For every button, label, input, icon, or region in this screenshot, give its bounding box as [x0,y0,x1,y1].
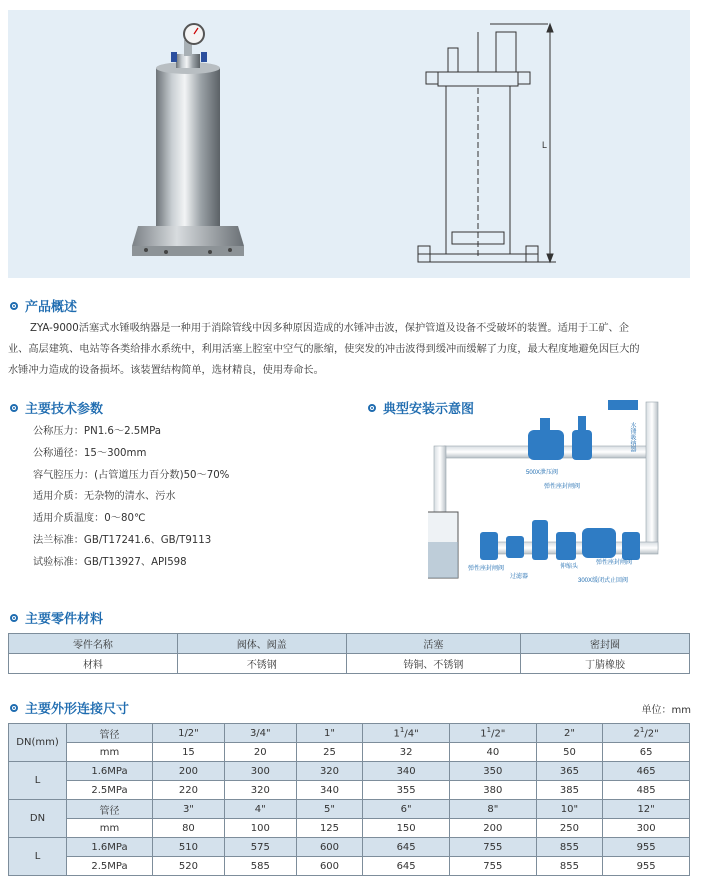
table-cell: 250 [536,819,603,838]
table-cell: 25 [296,743,363,762]
pipe-size-cell: 10" [536,800,603,819]
table-header: 阀体、阀盖 [177,634,346,654]
table-cell: 220 [153,781,225,800]
filter-label: 过滤器 [510,574,529,580]
product-hero [8,10,690,278]
dims-title: 主要外形连接尺寸 [10,698,129,717]
install-diagram [428,392,690,592]
overview-title: 产品概述 [10,296,77,315]
spec-item: 试验标准：GB/T13927、API598 [33,556,187,568]
specs-title: 主要技术参数 [10,398,103,417]
table-cell: 65 [603,743,690,762]
table-cell: 355 [363,781,450,800]
sub-label: 1.6MPa [67,838,153,857]
parts-title: 主要零件材料 [10,608,103,627]
pipe-size-cell: 8" [449,800,536,819]
pipe-size-cell: 1" [296,724,363,743]
table-cell: 200 [153,762,225,781]
table-cell: 380 [449,781,536,800]
pipe-size-cell: $1^1/2$" [449,724,536,743]
table-header: 零件名称 [9,634,178,654]
sub-label: 管径 [67,800,153,819]
sub-label: 管径 [67,724,153,743]
unit-label: 单位：mm [641,705,691,716]
gate-valve-label: 弹性座封闸阀 [544,484,581,490]
dimensions-table [8,723,690,876]
section-bullet-icon [368,404,376,412]
check-valve-label: 300X缓闭式止回阀 [578,578,629,584]
table-cell: 855 [536,857,603,876]
row-label: DN [9,800,67,838]
overview-line: ZYA-9000活塞式水锤吸纳器是一种用于消除管线中因多种原因造成的水锤冲击波，保护管道及设备不受破坏的装置。适用于工矿、企 [30,323,629,334]
table-cell: 465 [603,762,690,781]
pipe-size-cell: 1/2" [153,724,225,743]
sub-label: 2.5MPa [67,781,153,800]
table-cell: 80 [153,819,225,838]
table-header: 密封圈 [521,634,690,654]
table-row [9,762,690,781]
table-cell: 200 [449,819,536,838]
fraction-numerator: 1 [399,726,405,735]
table-cell: 645 [363,857,450,876]
row-label: L [9,762,67,800]
pipe-size-cell: 6" [363,800,450,819]
specs-list [33,421,229,574]
sub-label: 2.5MPa [67,857,153,876]
section-bullet-icon [10,404,18,412]
spec-item: 公称压力：PN1.6～2.5MPa [33,426,162,437]
table-cell: 520 [153,857,225,876]
section-bullet-icon [10,704,18,712]
parts-table [8,633,690,674]
table-cell: 955 [603,857,690,876]
spec-item: 法兰标准：GB/T17241.6、GB/T9113 [33,534,212,546]
table-cell: 340 [363,762,450,781]
spec-item: 适用介质温度：0～80℃ [33,513,146,525]
table-row [9,800,690,819]
pipe-size-cell: 12" [603,800,690,819]
sub-label: 1.6MPa [67,762,153,781]
table-cell: 15 [153,743,225,762]
sub-label: mm [67,819,153,838]
table-cell: 340 [296,781,363,800]
product-illustration [8,10,690,278]
table-cell: 40 [449,743,536,762]
table-cell: 600 [296,857,363,876]
section-bullet-icon [10,302,18,310]
pipe-size-cell: $1^1/4$" [363,724,450,743]
table-cell: 50 [536,743,603,762]
table-cell: 485 [603,781,690,800]
overview-line: 水锤冲力造成的设备损坏。该装置结构简单，选材精良，使用寿命长。 [8,365,324,376]
install-title: 典型安装示意图 [368,398,474,417]
table-cell: 645 [363,838,450,857]
absorber-photo [132,24,244,256]
table-cell: 32 [363,743,450,762]
table-row [9,857,690,876]
pipe-size-cell: 3" [153,800,225,819]
table-cell: 365 [536,762,603,781]
length-label: L [542,140,548,150]
relief-valve-label: 500X泄压阀 [526,470,559,476]
spec-item: 容气腔压力：(占管道压力百分数)50～70% [33,469,230,481]
table-row [9,838,690,857]
overview-line: 业、高层建筑、电站等各类给排水系统中，利用活塞上腔室中空气的胀缩，使突发的冲击波得到缓冲而缓解了力度，最大程度地避免因巨大的 [8,344,640,355]
table-row [9,781,690,800]
table-cell: 100 [224,819,296,838]
table-cell: 600 [296,838,363,857]
table-cell: 320 [224,781,296,800]
pipe-size-cell: 4" [224,800,296,819]
table-cell: 755 [449,857,536,876]
pipe-size-cell: 3/4" [224,724,296,743]
pipe-size-cell: 5" [296,800,363,819]
row-label: DN(mm) [9,724,67,762]
table-header: 活塞 [346,634,520,654]
table-cell: 材料 [9,654,178,674]
table-cell: 350 [449,762,536,781]
table-cell: 丁腈橡胶 [521,654,690,674]
table-cell: 585 [224,857,296,876]
table-cell: 300 [224,762,296,781]
pipe-size-cell: $2^1/2$" [603,724,690,743]
table-row [9,654,690,674]
overview-text [8,318,692,381]
table-cell: 955 [603,838,690,857]
table-row [9,743,690,762]
table-cell: 575 [224,838,296,857]
spec-item: 公称通径：15～300mm [33,447,147,459]
table-cell: 855 [536,838,603,857]
pipe-size-cell: 2" [536,724,603,743]
table-cell: 150 [363,819,450,838]
absorber-label: 水锤吸纳器 [629,422,635,452]
section-bullet-icon [10,614,18,622]
table-cell: 铸铜、不锈钢 [346,654,520,674]
table-row [9,819,690,838]
install-diagram-svg [428,392,690,592]
absorber-drawing [418,24,556,262]
fraction-numerator: 1 [639,726,645,735]
table-cell: 385 [536,781,603,800]
table-row [9,724,690,743]
row-label: L [9,838,67,876]
table-cell: 510 [153,838,225,857]
table-cell: 300 [603,819,690,838]
table-cell: 20 [224,743,296,762]
fraction-numerator: 1 [486,726,492,735]
sub-label: mm [67,743,153,762]
table-cell: 不锈钢 [177,654,346,674]
table-cell: 320 [296,762,363,781]
spec-item: 适用介质：无杂物的清水、污水 [33,491,176,503]
joint-label: 伸缩头 [560,564,579,570]
table-cell: 755 [449,838,536,857]
table-header-row [9,634,690,654]
table-cell: 125 [296,819,363,838]
gate-valve-label: 弹性座封闸阀 [468,566,505,572]
gate-valve-label: 弹性座封闸阀 [596,560,633,566]
